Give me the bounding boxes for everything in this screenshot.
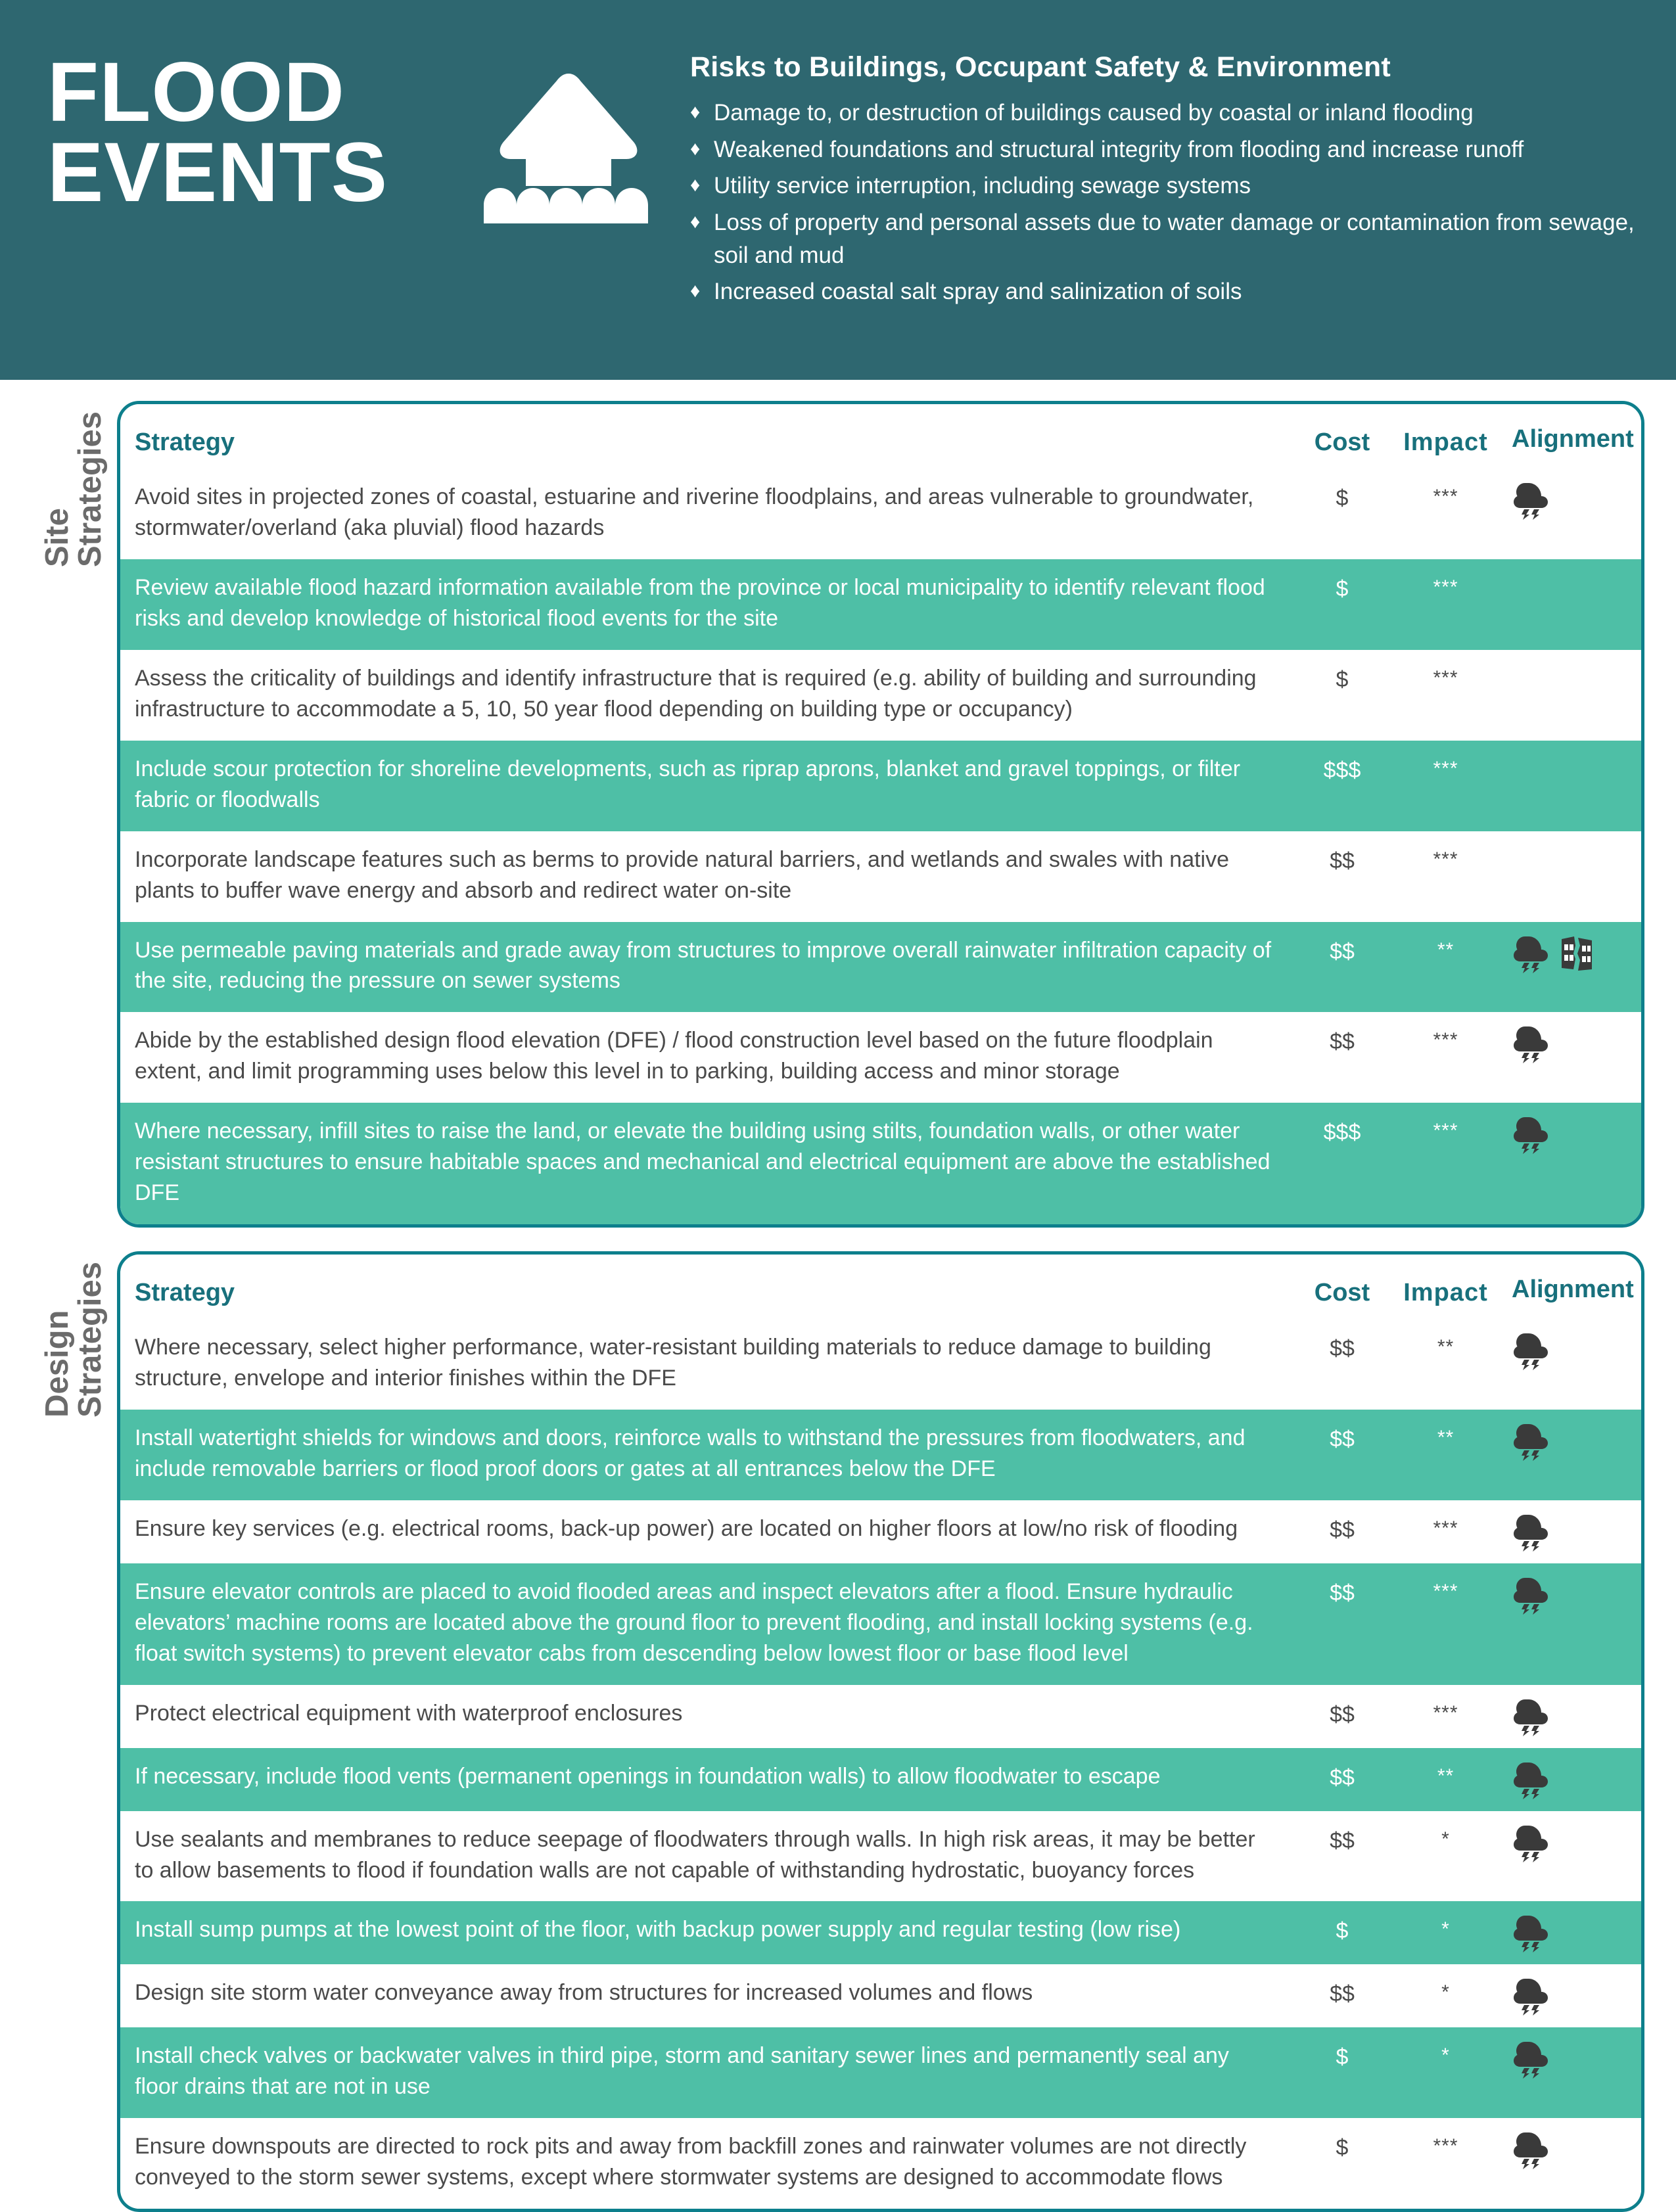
cell-strategy: Protect electrical equipment with waterproof enclosures (135, 1700, 683, 1726)
table-row (120, 1563, 1641, 1685)
cell-impact: * (1441, 2044, 1450, 2067)
table-row (120, 741, 1641, 831)
cell-strategy: Design site storm water conveyance away from structures for increased volumes and flows (135, 1980, 1033, 2006)
cell-strategy: Install sump pumps at the lowest point of the floor, with backup power supply and regular testing (low rise) (135, 1917, 1181, 1943)
risk-text: Utility service interruption, including sewage systems (714, 173, 1251, 199)
diamond-bullet-icon: ♦ (690, 174, 701, 196)
cell-cost: $$ (1330, 1580, 1355, 1605)
cell-cost: $$ (1330, 848, 1355, 873)
cell-cost: $ (1336, 1918, 1349, 1944)
table-row (120, 1410, 1641, 1500)
cell-cost: $$ (1330, 1427, 1355, 1452)
cracked-building-icon (1558, 933, 1596, 973)
section-label-text: Design Strategies (39, 1261, 108, 1417)
cell-alignment (1500, 1901, 1641, 1964)
cell-strategy: Where necessary, infill sites to raise the land, or elevate the building using stilts, foundation walls, or other water resistant structures to ensure habitable spaces and mechanical and electrical equipment are above the established DFE (135, 1118, 1270, 1205)
cell-alignment (1500, 1563, 1641, 1626)
storm-cloud-icon (1512, 1975, 1550, 2016)
cell-alignment (1500, 741, 1641, 763)
cell-alignment (1500, 1410, 1641, 1473)
cell-strategy: Ensure elevator controls are placed to avoid flooded areas and inspect elevators after a flood. Ensure hydraulic elevators’ machine rooms are located above the ground floor to prevent flooding, and install locking systems (e.g. float switch systems) to prevent elevator cabs from descending below lowest floor or base flood level (135, 1578, 1253, 1666)
risk-item (690, 275, 1637, 308)
cell-strategy: Abide by the established design flood elevation (DFE) / flood construction level based on the future floodplain extent, and limit programming uses below this level in to parking, building access and minor storage (135, 1028, 1213, 1084)
cell-cost: $ (1336, 667, 1349, 693)
storm-cloud-icon (1512, 1695, 1550, 1736)
cell-cost: $$$ (1323, 1120, 1361, 1145)
cell-impact: * (1441, 1828, 1450, 1850)
risk-text: Increased coastal salt spray and salinization of soils (714, 279, 1242, 305)
table-row (120, 1103, 1641, 1224)
cell-strategy: Avoid sites in projected zones of coastal, estuarine and riverine floodplains, and areas vulnerable to groundwater, stormwater/overland (aka pluvial) flood hazards (135, 484, 1254, 541)
cell-cost: $$ (1330, 1029, 1355, 1055)
cell-alignment (1500, 469, 1641, 532)
column-header-alignment: Alignment (1512, 1275, 1634, 1303)
cell-strategy: If necessary, include flood vents (permanent openings in foundation walls) to allow floodwater to escape (135, 1763, 1161, 1789)
column-header-impact: Impact (1403, 1278, 1488, 1306)
storm-cloud-icon (1512, 1420, 1550, 1461)
cell-strategy: Where necessary, select higher performance, water-resistant building materials to reduce damage to building structure, envelope and interior finishes within the DFE (135, 1335, 1211, 1391)
table-row (120, 2118, 1641, 2209)
table-row (120, 1811, 1641, 1902)
cell-cost: $ (1336, 2135, 1349, 2161)
cell-impact: ** (1437, 1427, 1455, 1449)
cell-alignment (1500, 1103, 1641, 1166)
storm-cloud-icon (1512, 1329, 1550, 1370)
table-row (120, 1685, 1641, 1748)
column-header-strategy: Strategy (135, 1278, 235, 1306)
risk-item (690, 206, 1637, 271)
storm-cloud-icon (1512, 2038, 1550, 2079)
table-row (120, 1319, 1641, 1410)
column-header-impact: Impact (1403, 428, 1488, 456)
table-row (120, 469, 1641, 559)
cell-impact: ** (1437, 1764, 1455, 1787)
cell-impact: *** (1433, 1517, 1458, 1539)
cell-impact: *** (1433, 667, 1458, 689)
cell-cost: $$ (1330, 1764, 1355, 1790)
risk-item (690, 133, 1637, 166)
table-row (120, 650, 1641, 741)
cell-cost: $$ (1330, 1981, 1355, 2007)
section-label (32, 1251, 117, 1417)
storm-cloud-icon (1512, 933, 1550, 973)
diamond-bullet-icon: ♦ (690, 211, 701, 233)
diamond-bullet-icon: ♦ (690, 280, 701, 302)
cell-impact: ** (1437, 938, 1455, 961)
cell-impact: *** (1433, 1701, 1458, 1724)
cell-cost: $$ (1330, 1701, 1355, 1727)
table-row (120, 1964, 1641, 2027)
storm-cloud-icon (1512, 2129, 1550, 2169)
cell-cost: $$ (1330, 938, 1355, 964)
section-label-text: Site Strategies (39, 411, 108, 567)
storm-cloud-icon (1512, 1023, 1550, 1063)
cell-impact: * (1441, 1981, 1450, 2004)
cell-strategy: Include scour protection for shoreline developments, such as riprap aprons, blanket and gravel toppings, or filter fabric or floodwalls (135, 756, 1241, 812)
cell-cost: $$$ (1323, 757, 1361, 783)
cell-impact: * (1441, 1918, 1450, 1941)
cell-strategy: Incorporate landscape features such as berms to provide natural barriers, and wetlands and swales with native plants to buffer wave energy and absorb and redirect water on-site (135, 846, 1230, 903)
diamond-bullet-icon: ♦ (690, 101, 701, 123)
cell-strategy: Ensure key services (e.g. electrical rooms, back-up power) are located on higher floors at low/no risk of flooding (135, 1515, 1238, 1541)
cell-impact: *** (1433, 486, 1458, 508)
cell-strategy: Assess the criticality of buildings and identify infrastructure that is required (e.g. ability of building and surrounding infrastructure to accommodate a 5, 10, 50 year flood depending on building type or occupancy) (135, 666, 1257, 722)
cell-strategy: Review available flood hazard information available from the province or local municipality to identify relevant flood risks and develop knowledge of historical flood events for the site (135, 575, 1265, 632)
risks-list (690, 97, 1637, 308)
table-header-row (120, 1255, 1641, 1319)
cell-impact: *** (1433, 576, 1458, 599)
table-row (120, 922, 1641, 1013)
cell-alignment (1500, 1811, 1641, 1874)
cell-strategy: Use permeable paving materials and grade away from structures to improve overall rainwater infiltration capacity of the site, reducing the pressure on sewer systems (135, 937, 1272, 994)
cell-impact: *** (1433, 848, 1458, 870)
storm-cloud-icon (1512, 1912, 1550, 1952)
cell-strategy: Install check valves or backwater valves in third pipe, storm and sanitary sewer lines and permanently seal any floor drains that are not in use (135, 2043, 1229, 2100)
cell-alignment (1500, 2118, 1641, 2181)
storm-cloud-icon (1512, 1574, 1550, 1615)
cell-impact: *** (1433, 2135, 1458, 2157)
cell-cost: $ (1336, 576, 1349, 602)
cell-impact: *** (1433, 757, 1458, 779)
header-title-block (0, 0, 460, 219)
cell-cost: $$ (1330, 1336, 1355, 1362)
section-site-strategies (0, 401, 1676, 1228)
storm-cloud-icon (1512, 1511, 1550, 1552)
cell-alignment (1500, 559, 1641, 582)
table-row (120, 1500, 1641, 1563)
column-header-strategy: Strategy (135, 428, 235, 456)
cell-alignment (1500, 1748, 1641, 1811)
page-title: FLOOD EVENTS (47, 45, 388, 219)
table-row (120, 1012, 1641, 1103)
cell-alignment (1500, 1500, 1641, 1563)
strategy-table (117, 1251, 1644, 2212)
table-row (120, 1748, 1641, 1811)
cell-alignment (1500, 1319, 1641, 1382)
cell-impact: *** (1433, 1580, 1458, 1602)
risk-item (690, 170, 1637, 202)
cell-alignment (1500, 650, 1641, 672)
risks-heading: Risks to Buildings, Occupant Safety & Environment (690, 51, 1391, 83)
cell-alignment (1500, 1685, 1641, 1748)
page-header (0, 0, 1676, 380)
table-row (120, 831, 1641, 922)
column-header-alignment: Alignment (1512, 425, 1634, 453)
table-row (120, 2027, 1641, 2118)
risk-item (690, 97, 1637, 129)
strategy-table (117, 401, 1644, 1228)
risk-text: Weakened foundations and structural integrity from flooding and increase runoff (714, 136, 1524, 162)
cell-strategy: Install watertight shields for windows and doors, reinforce walls to withstand the pressures from floodwaters, and include removable barriers or flood proof doors or gates at all entrances below the DFE (135, 1425, 1245, 1481)
storm-cloud-icon (1512, 1822, 1550, 1862)
cell-alignment (1500, 1012, 1641, 1075)
cell-strategy: Ensure downspouts are directed to rock pits and away from backfill zones and rainwater volumes are not directly conveyed to the storm sewer systems, except where stormwater systems are designed to accommodate flows (135, 2134, 1247, 2190)
table-header-row (120, 404, 1641, 469)
strategy-sections (0, 401, 1676, 2212)
cell-impact: *** (1433, 1029, 1458, 1051)
risk-text: Damage to, or destruction of buildings caused by coastal or inland flooding (714, 100, 1474, 126)
cell-impact: ** (1437, 1336, 1455, 1358)
storm-cloud-icon (1512, 1759, 1550, 1799)
flooded-house-icon (460, 0, 677, 230)
risks-block (677, 0, 1676, 312)
table-row (120, 1901, 1641, 1964)
cell-cost: $ (1336, 486, 1349, 511)
column-header-cost: Cost (1314, 1278, 1370, 1306)
cell-strategy: Use sealants and membranes to reduce seepage of floodwaters through walls. In high risk areas, it may be better to allow basements to flood if foundation walls are not capable of withstanding hydrostatic, buoyancy forces (135, 1826, 1255, 1883)
cell-impact: *** (1433, 1120, 1458, 1142)
cell-cost: $ (1336, 2044, 1349, 2070)
storm-cloud-icon (1512, 1113, 1550, 1154)
cell-cost: $$ (1330, 1828, 1355, 1853)
cell-alignment (1500, 2027, 1641, 2090)
section-label (32, 401, 117, 567)
column-header-cost: Cost (1314, 428, 1370, 456)
cell-alignment (1500, 831, 1641, 854)
storm-cloud-icon (1512, 479, 1550, 520)
section-design-strategies (0, 1251, 1676, 2212)
cell-alignment (1500, 1964, 1641, 2027)
diamond-bullet-icon: ♦ (690, 137, 701, 160)
cell-cost: $$ (1330, 1517, 1355, 1542)
risk-text: Loss of property and personal assets due to water damage or contamination from sewage, soil and mud (714, 210, 1635, 268)
table-row (120, 559, 1641, 650)
cell-alignment (1500, 922, 1641, 985)
